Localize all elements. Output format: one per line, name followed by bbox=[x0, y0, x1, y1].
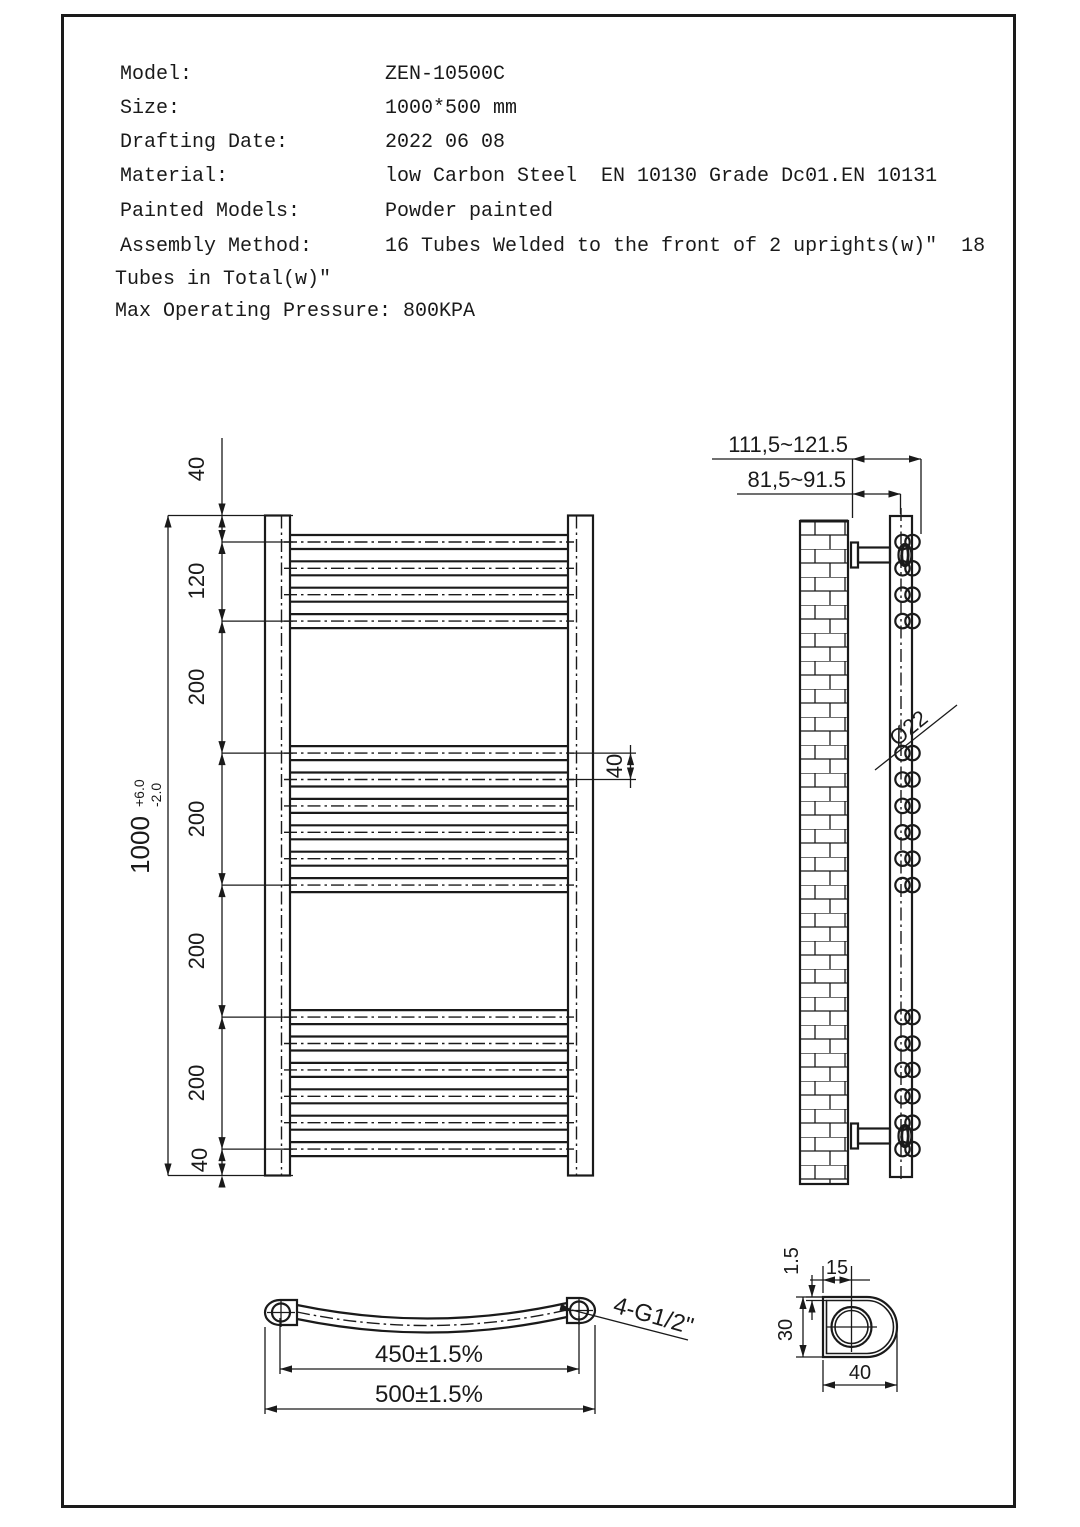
spec-label: Assembly Method: bbox=[120, 235, 313, 258]
overall-tol-minus: -2.0 bbox=[148, 782, 164, 807]
wall-to-upright-dim: 81,5~91.5 bbox=[747, 467, 846, 492]
dim-arrow bbox=[583, 1405, 595, 1412]
overall-height-dim bbox=[125, 779, 164, 874]
dim-arrow bbox=[218, 621, 225, 633]
dim-arrow bbox=[218, 542, 225, 554]
detail-width-dim: 40 bbox=[848, 1362, 872, 1384]
spec-value: 2022 06 08 bbox=[385, 131, 506, 154]
dim-arrow bbox=[218, 1164, 225, 1176]
dim-arrow bbox=[218, 1176, 225, 1188]
dim-arrow bbox=[164, 1164, 171, 1176]
dim-arrow bbox=[265, 1405, 277, 1412]
dim-arrow bbox=[280, 1365, 292, 1372]
dim-arrow bbox=[799, 1345, 806, 1357]
tube-pitch-dim: 40 bbox=[602, 753, 627, 779]
spec-value: 1000*500 mm bbox=[385, 97, 518, 120]
chain-dim-200-3: 200 bbox=[184, 932, 209, 970]
overall-width-dim: 500±1.5% bbox=[375, 1381, 483, 1408]
detail-thickness-dim: 1.5 bbox=[781, 1247, 803, 1275]
dim-arrow bbox=[808, 1285, 815, 1297]
dim-arrow bbox=[218, 1137, 225, 1149]
dim-arrow bbox=[567, 1365, 579, 1372]
bracket-arm bbox=[858, 548, 890, 563]
front-view-labels bbox=[125, 457, 627, 1172]
spec-label: Size: bbox=[120, 97, 181, 120]
overall-height-value: 1000 bbox=[125, 816, 155, 874]
connections-label: 4-G1/2" bbox=[610, 1291, 697, 1341]
chain-dim-200-4: 200 bbox=[184, 1064, 209, 1102]
dim-arrow bbox=[218, 753, 225, 765]
dim-arrow bbox=[853, 490, 865, 497]
spec-label: Model: bbox=[120, 63, 193, 86]
spec-label: Painted Models: bbox=[120, 200, 301, 223]
chain-dim-120: 120 bbox=[184, 562, 209, 600]
dim-arrow bbox=[627, 768, 634, 780]
spec-line-max-pressure: Max Operating Pressure: 800KPA bbox=[115, 300, 476, 323]
dim-arrow bbox=[218, 885, 225, 897]
dim-arrow bbox=[909, 455, 921, 462]
front-view-linework bbox=[164, 438, 636, 1188]
dim-arrow bbox=[164, 516, 171, 528]
spec-value: low Carbon Steel EN 10130 Grade Dc01.EN 10131 bbox=[385, 165, 938, 188]
dim-arrow bbox=[808, 1301, 815, 1313]
dim-arrow bbox=[218, 873, 225, 885]
dim-arrow bbox=[853, 455, 865, 462]
chain-dim-top-40: 40 bbox=[184, 456, 209, 482]
dim-arrow bbox=[218, 1149, 225, 1161]
spec-value: ZEN-10500C bbox=[385, 63, 506, 86]
left-upright bbox=[265, 516, 290, 1176]
detail-height-dim: 30 bbox=[775, 1318, 797, 1342]
chain-dim-200-2: 200 bbox=[184, 800, 209, 838]
dim-arrow bbox=[218, 516, 225, 528]
dim-arrow bbox=[889, 490, 901, 497]
dim-arrow bbox=[799, 1297, 806, 1309]
tube-diameter-label: Ø22 bbox=[884, 705, 933, 751]
overall-tol-plus: +6.0 bbox=[131, 779, 147, 807]
spec-label: Drafting Date: bbox=[120, 131, 289, 154]
dim-arrow bbox=[218, 504, 225, 516]
dim-arrow bbox=[218, 609, 225, 621]
spec-line-tubes-total: Tubes in Total(w)" bbox=[115, 268, 332, 291]
wall-to-tube-dim: 111,5~121.5 bbox=[728, 432, 848, 457]
dim-arrow bbox=[885, 1381, 897, 1388]
dim-arrow bbox=[823, 1381, 835, 1388]
wall-section bbox=[800, 521, 848, 1184]
detail-hole-offset-dim: 15 bbox=[825, 1257, 849, 1279]
spec-value: 16 Tubes Welded to the front of 2 uprights(w)" 18 bbox=[385, 235, 986, 258]
dim-arrow bbox=[218, 530, 225, 542]
dim-arrow bbox=[218, 1017, 225, 1029]
side-view-linework bbox=[712, 455, 957, 1184]
hole-centers-dim: 450±1.5% bbox=[375, 1341, 483, 1368]
spec-label: Material: bbox=[120, 165, 229, 188]
detail-view-linework bbox=[796, 1266, 897, 1392]
bracket-arm bbox=[858, 1129, 890, 1144]
dim-arrow bbox=[627, 753, 634, 765]
chain-dim-200-1: 200 bbox=[184, 668, 209, 706]
dim-arrow bbox=[218, 741, 225, 753]
spec-value: Powder painted bbox=[385, 200, 554, 223]
right-upright bbox=[568, 516, 593, 1176]
tube-curve-top bbox=[297, 1303, 567, 1319]
chain-dim-bottom-40: 40 bbox=[187, 1147, 212, 1173]
dim-arrow bbox=[218, 1005, 225, 1017]
